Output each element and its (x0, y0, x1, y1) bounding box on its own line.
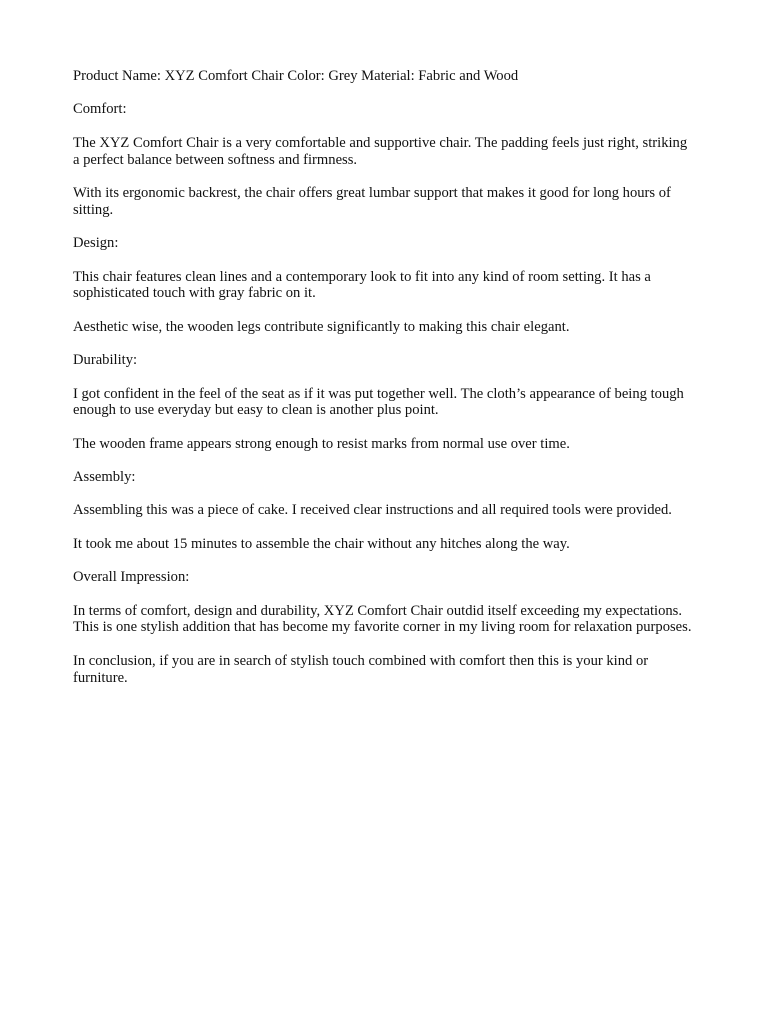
document-page (73, 68, 695, 703)
paragraph-comfort-2: With its ergonomic backrest, the chair offers great lumbar support that makes it good for long hours of sitting. (73, 184, 671, 218)
paragraph-durability-1: I got confident in the feel of the seat as if it was put together well. The cloth’s appearance of being tough enough to use everyday but easy to clean is another plus point. (73, 385, 684, 419)
paragraph-assembly-2: It took me about 15 minutes to assemble the chair without any hitches along the way. (73, 535, 570, 552)
paragraph-assembly-1: Assembling this was a piece of cake. I received clear instructions and all required tools were provided. (73, 502, 672, 519)
paragraph-overall-1: In terms of comfort, design and durability, XYZ Comfort Chair outdid itself exceeding my expectations. This is one stylish addition that has become my favorite corner in my living room for relaxation purposes. (73, 602, 692, 636)
product-info-line: Product Name: XYZ Comfort Chair Color: Grey Material: Fabric and Wood (73, 68, 519, 84)
section-heading-durability: Durability: (73, 352, 138, 369)
section-heading-assembly: Assembly: (73, 469, 136, 486)
paragraph-comfort-1: The XYZ Comfort Chair is a very comfortable and supportive chair. The padding feels just right, striking a perfect balance between softness and firmness. (73, 134, 688, 168)
section-heading-design: Design: (73, 235, 119, 252)
section-heading-overall-impression: Overall Impression: (73, 569, 190, 586)
paragraph-design-2: Aesthetic wise, the wooden legs contribute significantly to making this chair elegant. (73, 318, 570, 335)
paragraph-durability-2: The wooden frame appears strong enough to resist marks from normal use over time. (73, 435, 570, 452)
section-heading-comfort: Comfort: (73, 101, 127, 118)
paragraph-conclusion: In conclusion, if you are in search of stylish touch combined with comfort then this is your kind or furniture. (73, 652, 649, 686)
paragraph-design-1: This chair features clean lines and a contemporary look to fit into any kind of room setting. It has a sophisticated touch with gray fabric on it. (73, 268, 651, 302)
